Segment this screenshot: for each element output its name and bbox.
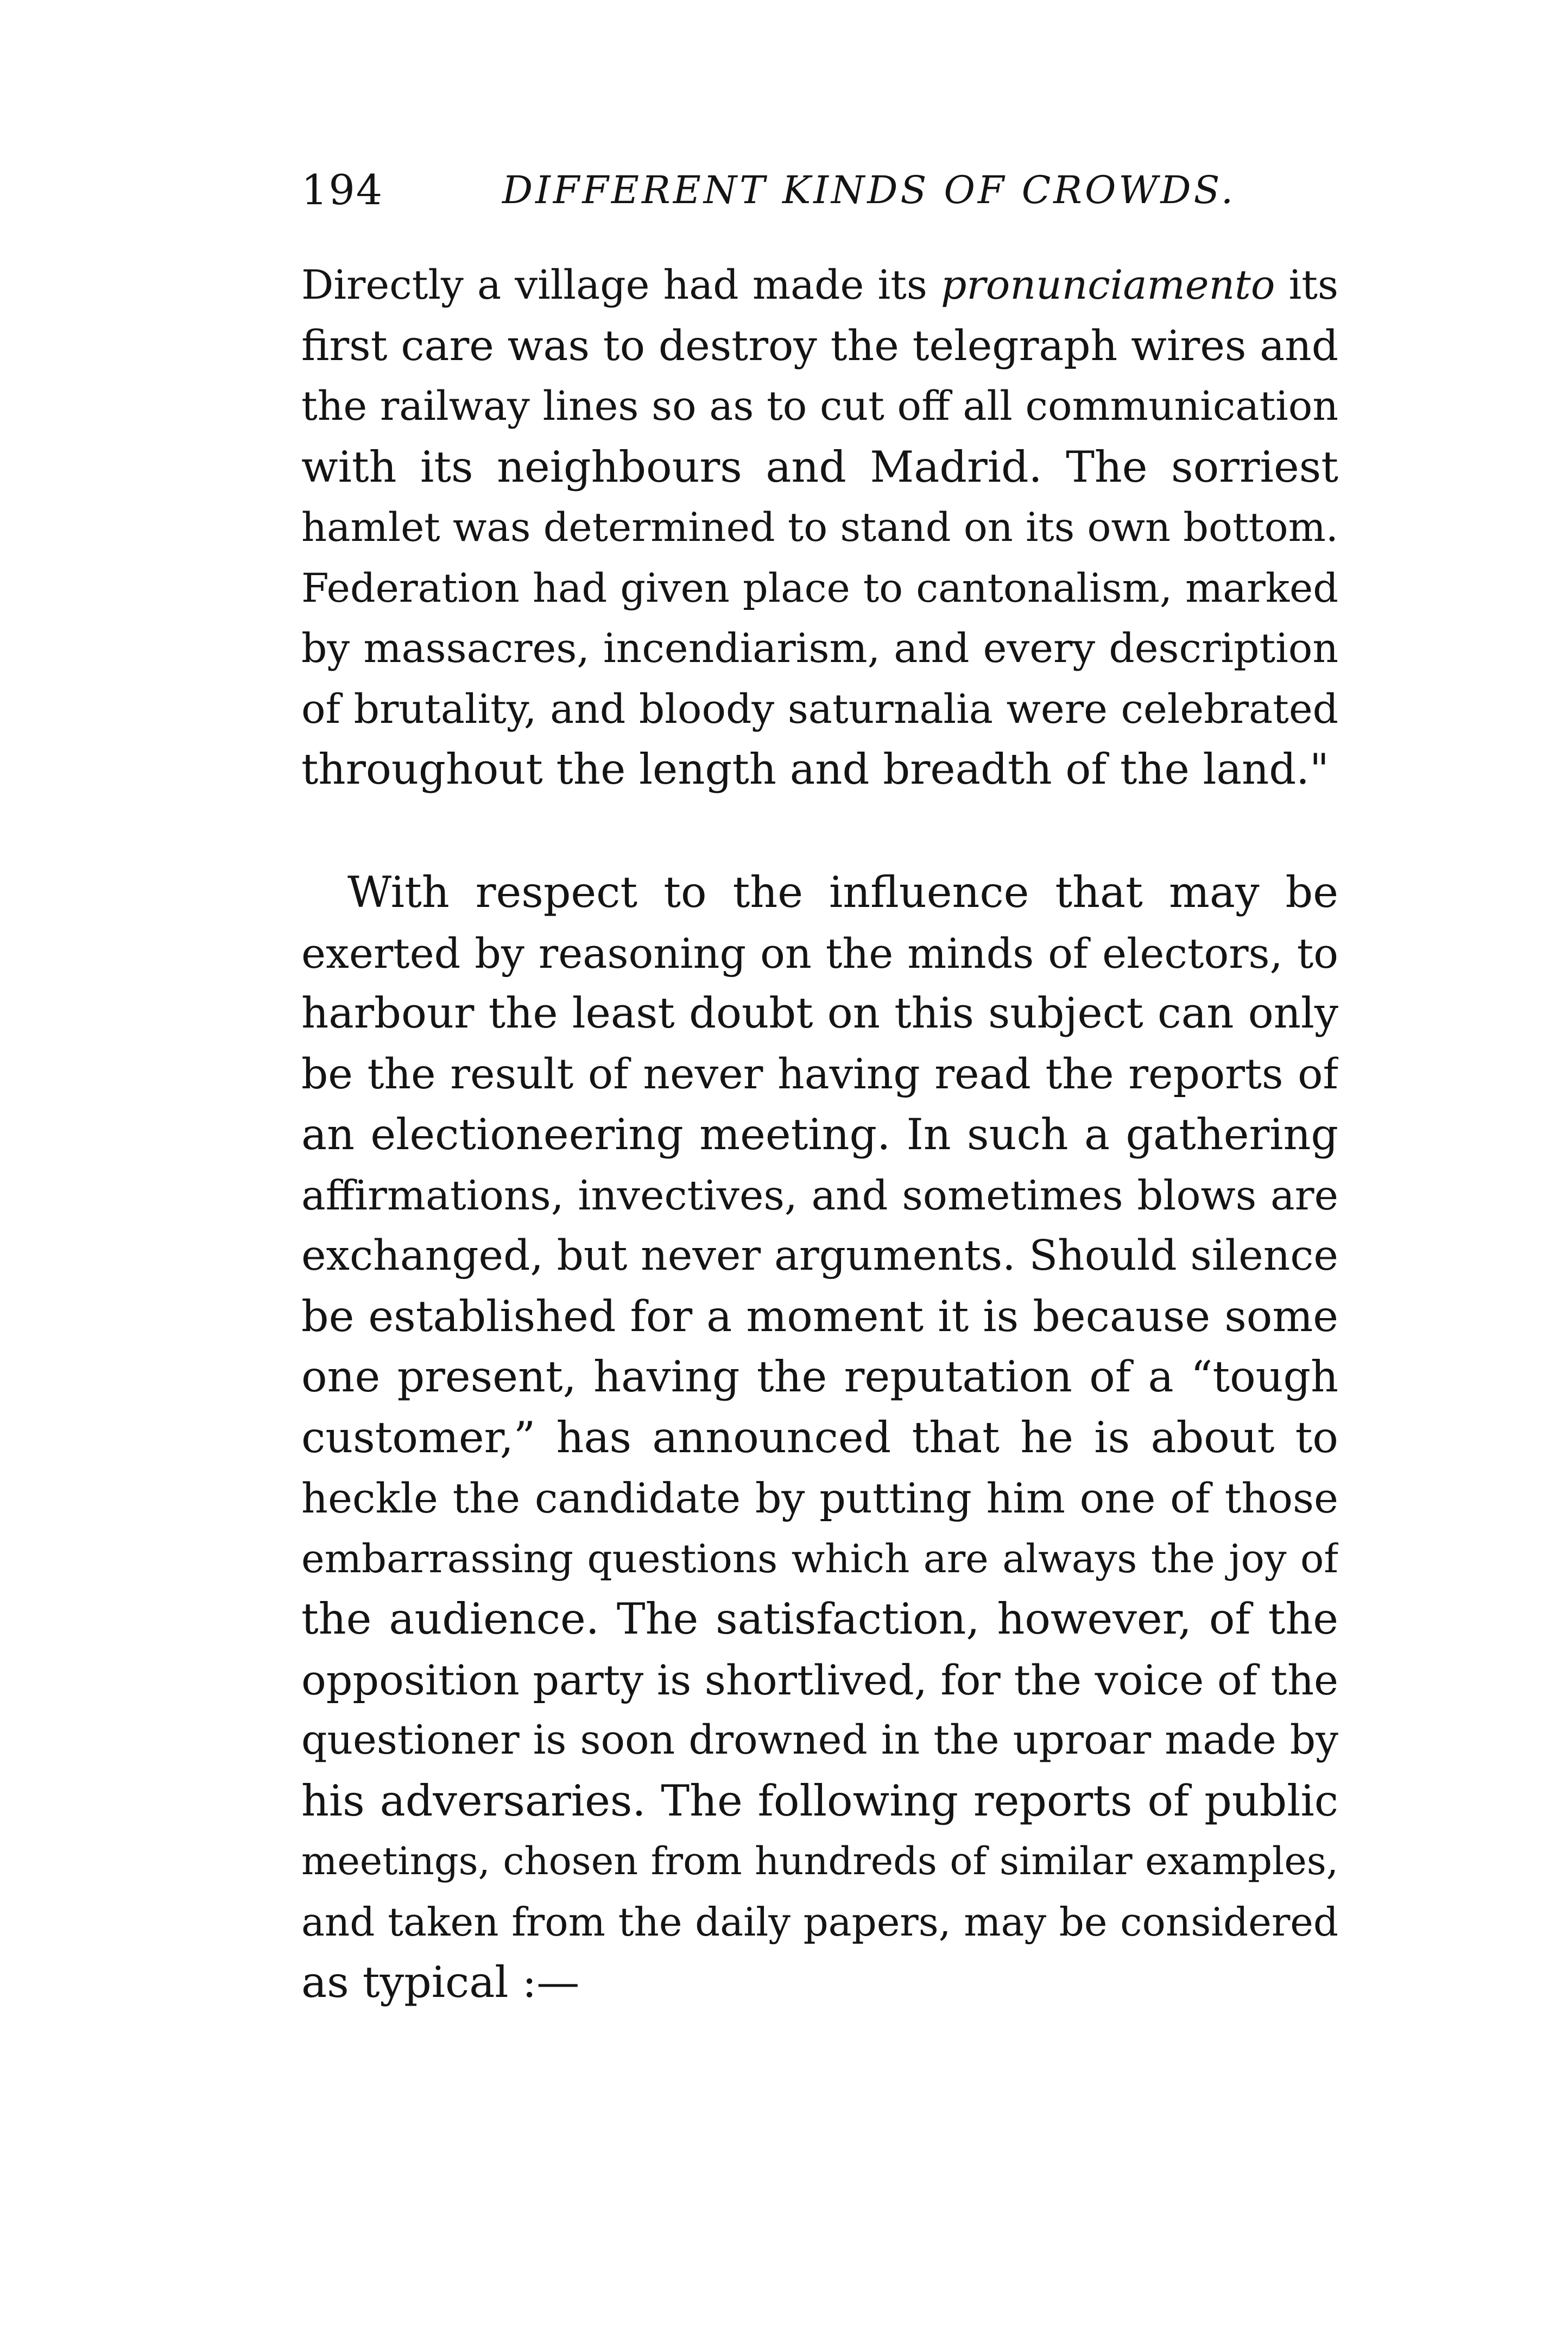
paragraph-electors (301, 862, 1338, 2013)
text-line: an electioneering meeting. In such a gathering (301, 1110, 1338, 1159)
text-line: of brutality, and bloody saturnalia were celebrated (301, 685, 1338, 733)
text-line: opposition party is shortlived, for the voice of the (301, 1655, 1338, 1704)
text-line: exerted by reasoning on the minds of electors, to (301, 929, 1338, 978)
text-line: by massacres, incendiarism, and every description (301, 625, 1338, 672)
text-line: harbour the least doubt on this subject can only (301, 989, 1338, 1038)
paragraph-quote-end (301, 255, 1338, 801)
text-line: be established for a moment it is because some (301, 1291, 1338, 1341)
running-head (301, 166, 1333, 215)
italic-term: pronunciamento (941, 262, 1275, 308)
text-line: Federation had given place to cantonalism, marked (301, 565, 1338, 612)
text-line: be the result of never having read the reports of (301, 1050, 1338, 1099)
text-line: exchanged, but never arguments. Should silence (301, 1232, 1338, 1280)
text-line: one present, having the reputation of a “tough (301, 1352, 1338, 1402)
text-line: affirmations, invectives, and sometimes blows are (301, 1171, 1338, 1219)
text-line: the railway lines so as to cut off all communication (301, 383, 1338, 430)
text-line: Directly a village had made its pronunciamento its (301, 262, 1338, 308)
page-number: 194 (301, 166, 384, 214)
text-line: the audience. The satisfaction, however, of the (301, 1594, 1338, 1644)
text-line: meetings, chosen from hundreds of similar examples, (301, 1839, 1338, 1883)
text-line: customer,” has announced that he is about to (301, 1412, 1338, 1463)
text-line: as typical :— (301, 1957, 580, 2007)
text-line: with its neighbours and Madrid. The sorriest (301, 442, 1338, 492)
text-line: and taken from the daily papers, may be considered (301, 1899, 1338, 1945)
text-line: embarrassing questions which are always the joy of (301, 1535, 1338, 1581)
text-line: his adversaries. The following reports of public (301, 1775, 1338, 1826)
text-line: first care was to destroy the telegraph wires and (301, 322, 1338, 370)
text-line: heckle the candidate by putting him one of those (301, 1474, 1338, 1522)
text-line: hamlet was determined to stand on its own bottom. (301, 505, 1338, 551)
text-line: questioner is soon drowned in the uproar made by (301, 1717, 1338, 1763)
text-line: With respect to the influence that may be (347, 867, 1338, 917)
running-title: DIFFERENT KINDS OF CROWDS. (502, 168, 1236, 212)
text-line: throughout the length and breadth of the land." (301, 745, 1329, 794)
